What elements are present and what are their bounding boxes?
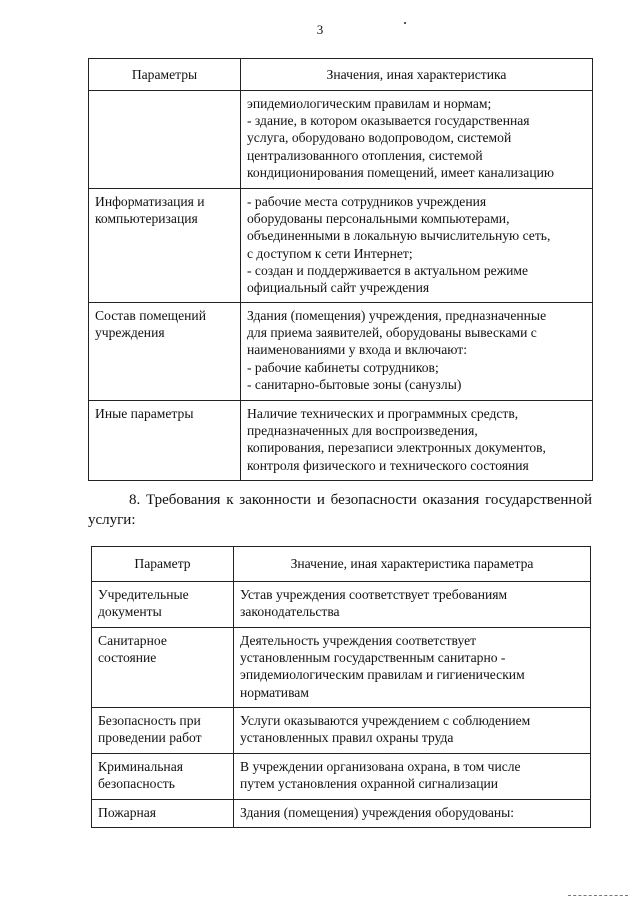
table-row bbox=[89, 91, 593, 189]
value-line: установленным государственным санитарно - bbox=[240, 650, 506, 666]
param-line: Безопасность при bbox=[98, 713, 201, 728]
value-line: для приема заявителей, оборудованы вывесками с bbox=[247, 325, 537, 341]
value-line: Здания (помещения) учреждения, предназначенные bbox=[247, 308, 547, 323]
table-row bbox=[89, 189, 593, 303]
value-line: объединенными в локальную вычислительную сеть, bbox=[247, 228, 551, 244]
value-line: наименованиями у входа и включают: bbox=[247, 342, 467, 358]
section-8-heading bbox=[88, 490, 592, 530]
table-header-row bbox=[89, 59, 593, 91]
page-number: 3 bbox=[316, 22, 324, 37]
param-cell bbox=[92, 582, 234, 628]
value-line: Услуги оказываются учреждением с соблюдением bbox=[240, 713, 531, 728]
value-line: эпидемиологическим правилам и гигиеническим bbox=[240, 667, 525, 683]
value-line: - здание, в котором оказывается государственная bbox=[247, 113, 530, 129]
param-cell bbox=[92, 708, 234, 754]
param-line: учреждения bbox=[95, 325, 165, 341]
table-row bbox=[92, 582, 591, 628]
param-line: Состав помещений bbox=[95, 308, 206, 323]
section-line: услуги: bbox=[88, 512, 136, 528]
param-cell bbox=[89, 91, 241, 189]
param-line: безопасность bbox=[98, 776, 175, 792]
value-line: - рабочие места сотрудников учреждения bbox=[247, 194, 487, 209]
value-line: услуга, оборудовано водопроводом, системой bbox=[247, 130, 512, 146]
value-line: нормативам bbox=[240, 684, 309, 700]
param-cell bbox=[89, 303, 241, 401]
value-line: эпидемиологическим правилам и нормам; bbox=[247, 96, 492, 111]
param-line: Санитарное bbox=[98, 633, 167, 648]
table-row bbox=[92, 708, 591, 754]
param-line: Иные параметры bbox=[95, 406, 194, 421]
value-cell bbox=[234, 628, 591, 708]
value-cell bbox=[241, 303, 593, 401]
value-line: предназначенных для воспроизведения, bbox=[247, 423, 478, 439]
param-line: документы bbox=[98, 604, 162, 620]
param-line: Криминальная bbox=[98, 759, 183, 774]
param-cell bbox=[89, 189, 241, 303]
value-line: законодательства bbox=[240, 604, 340, 620]
header-values: Значения, иная характеристика bbox=[241, 59, 593, 91]
table-row bbox=[92, 754, 591, 800]
param-cell bbox=[89, 401, 241, 481]
table-row bbox=[89, 401, 593, 481]
value-line: путем установления охранной сигнализации bbox=[240, 776, 499, 792]
value-line: копирования, перезаписи электронных документов, bbox=[247, 440, 546, 456]
value-cell bbox=[234, 708, 591, 754]
parameters-table bbox=[88, 58, 593, 481]
scan-mark bbox=[404, 22, 406, 24]
legality-safety-table bbox=[91, 546, 591, 828]
value-cell bbox=[234, 582, 591, 628]
value-line: кондиционирования помещений, имеет канализацию bbox=[247, 164, 555, 180]
value-cell bbox=[234, 754, 591, 800]
value-line: В учреждении организована охрана, в том числе bbox=[240, 759, 521, 774]
table-row bbox=[89, 303, 593, 401]
value-line: официальный сайт учреждения bbox=[247, 280, 430, 296]
param-line: Учредительные bbox=[98, 587, 189, 602]
param-cell bbox=[92, 800, 234, 828]
value-cell bbox=[234, 800, 591, 828]
param-line: проведении работ bbox=[98, 730, 202, 746]
value-line: контроля физического и технического состояния bbox=[247, 457, 529, 473]
header-parameters: Параметры bbox=[89, 59, 241, 91]
scan-mark bbox=[568, 895, 628, 898]
param-cell bbox=[92, 628, 234, 708]
value-line: Устав учреждения соответствует требованиям bbox=[240, 587, 508, 602]
param-line: состояние bbox=[98, 650, 157, 666]
table-row bbox=[92, 800, 591, 828]
param-line: Пожарная bbox=[98, 805, 157, 820]
table-row bbox=[92, 628, 591, 708]
param-cell bbox=[92, 754, 234, 800]
param-line: компьютеризация bbox=[95, 211, 198, 227]
value-cell bbox=[241, 189, 593, 303]
value-line: Наличие технических и программных средств, bbox=[247, 406, 519, 421]
value-line: установленных правил охраны труда bbox=[240, 730, 454, 746]
value-line: Деятельность учреждения соответствует bbox=[240, 633, 477, 648]
value-line: централизованного отопления, системой bbox=[247, 147, 483, 163]
param-line: Информатизация и bbox=[95, 194, 205, 209]
value-line: - санитарно-бытовые зоны (санузлы) bbox=[247, 376, 462, 392]
table-header-row bbox=[92, 547, 591, 582]
header-parameter: Параметр bbox=[92, 547, 234, 582]
value-cell bbox=[241, 401, 593, 481]
value-line: с доступом к сети Интернет; bbox=[247, 245, 413, 261]
value-line: Здания (помещения) учреждения оборудованы: bbox=[240, 805, 515, 820]
value-line: - рабочие кабинеты сотрудников; bbox=[247, 359, 439, 375]
value-line: оборудованы персональными компьютерами, bbox=[247, 211, 510, 227]
value-line: - создан и поддерживается в актуальном режиме bbox=[247, 262, 529, 278]
value-cell bbox=[241, 91, 593, 189]
section-line: 8. Требования к законности и безопасности оказания государственной bbox=[129, 492, 592, 508]
header-value: Значение, иная характеристика параметра bbox=[234, 547, 591, 582]
